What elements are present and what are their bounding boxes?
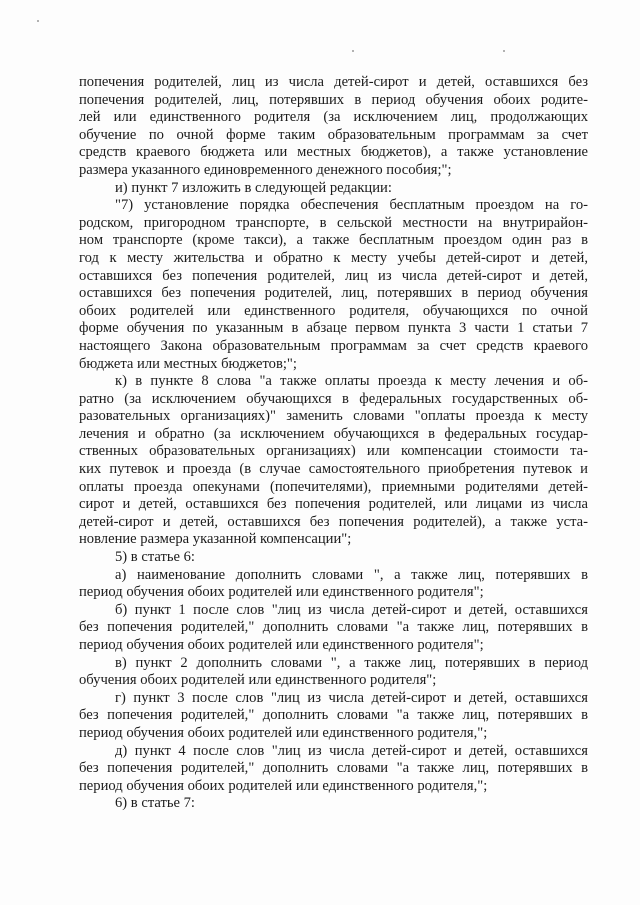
text-line: детей-сирот и детей, оставшихся без попечения родителей), а также уста- bbox=[79, 513, 588, 530]
text-line: д) пункт 4 после слов "лиц из числа детей-сирот и детей, оставшихся bbox=[115, 742, 588, 759]
text-line: оплаты проезда опекунами (попечителями), приемными родителями детей- bbox=[79, 478, 588, 495]
text-line: ственных образовательных организациях) или компенсации стоимости та- bbox=[79, 443, 588, 460]
paragraph bbox=[79, 743, 588, 796]
scan-speck bbox=[37, 20, 39, 22]
text-line: лечения и обратно (за исключением обучающихся в федеральных государ- bbox=[79, 425, 588, 442]
text-line: форме обучения по указанным в абзаце первом пункта 3 части 1 статьи 7 bbox=[79, 320, 588, 337]
text-line: 6) в статье 7: bbox=[115, 795, 195, 812]
text-line: без попечения родителей," дополнить словами "а также лиц, потерявших в bbox=[79, 619, 588, 636]
text-line: ких путевок и проезда (в случае самостоятельного приобретения путевок и bbox=[79, 461, 588, 478]
text-line: в) пункт 2 дополнить словами ", а также лиц, потерявших в период bbox=[115, 654, 588, 671]
paragraph bbox=[79, 567, 588, 602]
scan-speck bbox=[352, 50, 354, 52]
text-line: обучения обоих родителей или единственного родителя"; bbox=[79, 672, 437, 689]
paragraph bbox=[79, 655, 588, 690]
paragraph bbox=[79, 549, 588, 567]
text-line: к) в пункте 8 слова "а также оплаты проезда к месту лечения и об- bbox=[115, 373, 588, 390]
paragraph bbox=[79, 795, 588, 813]
text-line: период обучения обоих родителей или единственного родителя,"; bbox=[79, 724, 488, 741]
text-line: оставшихся без попечения родителей, лиц, потерявших в период обучения bbox=[79, 285, 588, 302]
text-line: период обучения обоих родителей или единственного родителя"; bbox=[79, 637, 484, 653]
paragraph bbox=[79, 602, 588, 655]
text-line: период обучения обоих родителей или единственного родителя,"; bbox=[79, 777, 488, 794]
text-line: без попечения родителей," дополнить словами "а также лиц, потерявших в bbox=[79, 760, 588, 777]
text-line: ном транспорте (кроме такси), а также бесплатным проездом один раз в bbox=[79, 232, 588, 249]
paragraph bbox=[79, 373, 588, 549]
text-line: размера указанного единовременного денежного пособия;"; bbox=[79, 161, 452, 178]
text-line: и) пункт 7 изложить в следующей редакции: bbox=[115, 179, 392, 196]
text-line: попечения родителей, лиц, потерявших в период обучения обоих родите- bbox=[79, 91, 588, 108]
text-line: бюджета или местных бюджетов;"; bbox=[79, 355, 297, 372]
text-line: "7) установление порядка обеспечения бесплатным проездом на го- bbox=[115, 197, 588, 214]
text-line: средств краевого бюджета или местных бюджетов), а также установление bbox=[79, 144, 588, 161]
text-line: обоих родителей или единственного родителя, обучающихся по очной bbox=[79, 302, 588, 319]
text-line: настоящего Закона образовательным программам за счет средств краевого bbox=[79, 337, 588, 354]
text-line: без попечения родителей," дополнить словами "а также лиц, потерявших в bbox=[79, 707, 588, 724]
scan-speck bbox=[503, 50, 505, 52]
text-line: период обучения обоих родителей или единственного родителя"; bbox=[79, 584, 484, 601]
text-line: 5) в статье 6: bbox=[115, 549, 195, 566]
text-line: лей или единственного родителя (за исключением лиц, продолжающих bbox=[79, 109, 588, 126]
paragraph bbox=[79, 74, 588, 180]
document-body bbox=[79, 74, 588, 813]
paragraph bbox=[79, 180, 588, 198]
text-line: а) наименование дополнить словами ", а также лиц, потерявших в bbox=[115, 566, 588, 583]
paragraph bbox=[79, 690, 588, 743]
text-line: сирот и детей, оставшихся без попечения родителей, или лицами из числа bbox=[79, 496, 588, 513]
text-line: б) пункт 1 после слов "лиц из числа детей-сирот и детей, оставшихся bbox=[115, 601, 588, 618]
text-line: разовательных организациях)" заменить словами "оплаты проезда к месту bbox=[79, 408, 588, 425]
text-line: новление размера указанной компенсации"; bbox=[79, 531, 352, 548]
text-line: родском, пригородном транспорте, в сельской местности на внутрирайон- bbox=[79, 214, 588, 231]
text-line: попечения родителей, лиц из числа детей-сирот и детей, оставшихся без bbox=[79, 74, 588, 90]
text-line: обучение по очной форме таким образовательным программам за счет bbox=[79, 126, 588, 143]
paragraph bbox=[79, 197, 588, 373]
text-line: год к месту жительства и обратно к месту учебы детей-сирот и детей, bbox=[79, 249, 588, 266]
text-line: оставшихся без попечения родителей, лиц из числа детей-сирот и детей, bbox=[79, 267, 588, 284]
text-line: г) пункт 3 после слов "лиц из числа детей-сирот и детей, оставшихся bbox=[115, 689, 588, 706]
text-line: ратно (за исключением обучающихся в федеральных государственных об- bbox=[79, 390, 588, 407]
